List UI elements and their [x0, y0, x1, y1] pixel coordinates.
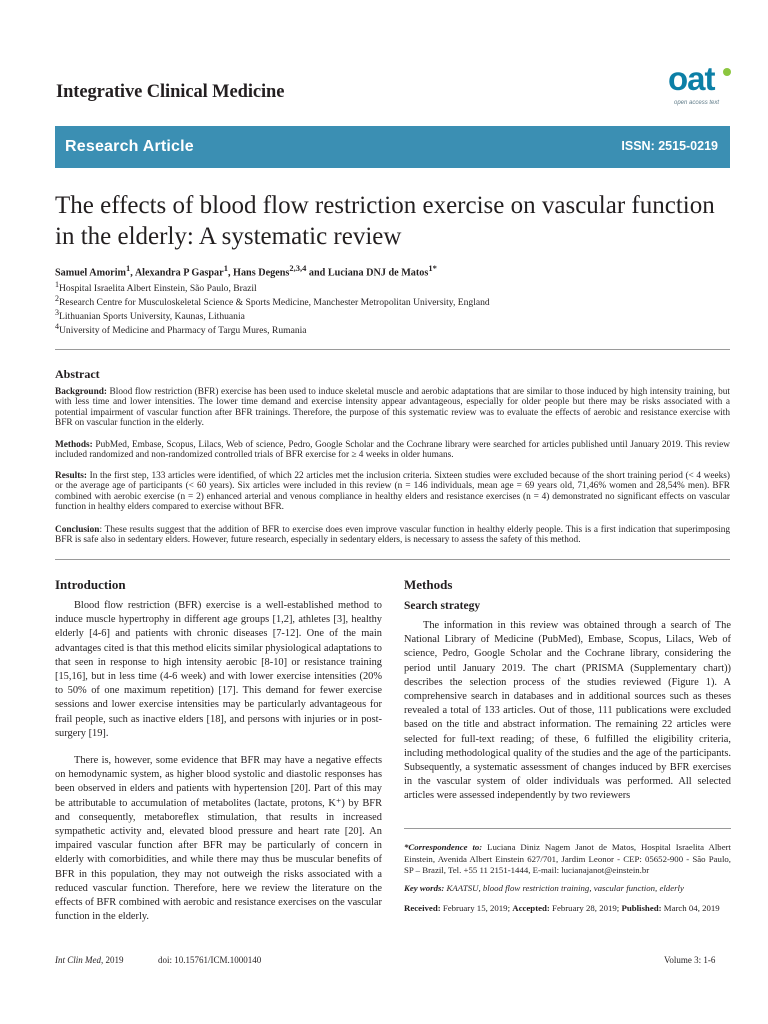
- affiliation-mark: 2: [55, 294, 59, 303]
- author-list: [55, 263, 735, 278]
- author-affiliation-mark: 1: [223, 263, 228, 273]
- affiliation-text: Lithuanian Sports University, Kaunas, Lithuania: [59, 311, 245, 323]
- footer-doi[interactable]: doi: 10.15761/ICM.1000140: [158, 955, 262, 965]
- keywords-note: [404, 883, 731, 895]
- keywords-text: KAATSU, blood flow restriction training, vascular function, elderly: [444, 883, 684, 893]
- accepted-label: Accepted:: [512, 903, 550, 913]
- divider: [55, 349, 730, 350]
- abstract-label: Background:: [55, 387, 108, 397]
- affiliation-mark: 3: [55, 308, 59, 317]
- keywords-label: Key words:: [404, 883, 445, 893]
- article-title: The effects of blood flow restriction exercise on vascular function in the elderly: A systematic review: [55, 192, 715, 250]
- author-separator: ,: [130, 267, 135, 279]
- abstract-text: PubMed, Embase, Scopus, Lilacs, Web of science, Pedro, Google Scholar and the Cochrane library were searched for articles published until January 2019. This review included randomized and non-randomized controlled trials of BFR exercise for ≥ 4 weeks in older humans.: [55, 440, 730, 461]
- paragraph: Blood flow restriction (BFR) exercise is a well-established method to induce muscle hypertrophy in different age groups [1,2], athletes [3], healthy elderly [4-6] and patients with chronic diseases [7-12]. One of the main advantages cited is that this method elicits similar physiological adaptations to that seen in response to high intensity aerobic [8-10] or resistance training [15,16], but in less time (4-6 week) and with lower exercise intensities (20% to 50% of one maximum repetition) [17]. This demand for fewer exercise sessions and lower exercise intensities may be particularly advantageous for frail people, such as inactive elders [18], and persons with injuries or in post-surgery [19].: [55, 600, 382, 739]
- affiliation-mark: 1: [55, 280, 59, 289]
- author-name: Hans Degens: [233, 267, 290, 279]
- author-separator: and: [306, 267, 328, 279]
- author-name: Luciana DNJ de Matos: [327, 267, 429, 279]
- abstract-conclusion: [55, 525, 730, 546]
- affiliation: [55, 308, 245, 322]
- methods-column: [404, 619, 731, 804]
- article-type: Research Article: [65, 138, 194, 155]
- correspondence-label: *Correspondence to:: [404, 842, 483, 852]
- author-affiliation-mark: 1: [126, 263, 131, 273]
- affiliation-mark: 4: [55, 322, 59, 331]
- abstract-label: Conclusion: [55, 525, 100, 535]
- abstract-text: : These results suggest that the addition of BFR to exercise does even improve vascular function in healthy elderly people. This is a first indication that superimposing BFR is safe also in sedentary elders. However, future research, especially in sedentary elders, is necessary to assess the safety of this method.: [55, 525, 730, 546]
- abstract-label: Results:: [55, 471, 88, 481]
- publisher-logo-name: oat: [668, 60, 715, 97]
- paragraph: There is, however, some evidence that BFR may have a negative effects on hemodynamic system, as higher blood systolic and diastolic responses has been observed in elders and patients with hypertension [20]. Part of this may be attributable to accumulation of metabolites (lactate, protons, K⁺) by BFR and consequently, metaboreflex stimulation, that results in increased sympathetic activity and, elevated blood pressure and heart rate [20]. An impaired vascular function after BFR may be particularly of concern in elderly with comorbidities, and while there may thus be muscular benefits of BFR in this population, they may not outweigh the risks associated with a reduced vascular function. Therefore, here we review the literature on the effects of BFR combined with aerobic and resistance exercises on the vascular function in the elderly.: [55, 755, 382, 923]
- author-affiliation-mark: 2,3,4: [289, 263, 307, 273]
- accepted-date: February 28, 2019;: [549, 903, 622, 913]
- footer-year: , 2019: [101, 955, 124, 965]
- abstract-text: Blood flow restriction (BFR) exercise has been used to induce skeletal muscle and aerobic adaptations that are similar to those induced by high intensity training, but with less time and lower intensities. The lower time demand and exercise intensity appear advantageous, especially for older people but there may be risks associated with a potential impairment of vascular function after BFR trainings. Therefore, the purpose of this systematic review was to evaluate the effects of aerobic and resistance exercise with BFR on vascular function in the elderly.: [55, 387, 730, 429]
- received-date: February 15, 2019;: [440, 903, 513, 913]
- issn: ISSN: 2515-0219: [621, 139, 718, 153]
- abstract-methods: [55, 440, 730, 461]
- footnote-divider: [404, 828, 731, 829]
- publisher-logo-tagline: open access text: [674, 100, 720, 106]
- published-date: March 04, 2019: [661, 903, 720, 913]
- journal-name: Integrative Clinical Medicine: [56, 82, 285, 102]
- section-heading-introduction: Introduction: [55, 577, 126, 592]
- section-heading-methods: Methods: [404, 577, 453, 592]
- author-affiliation-mark: 1*: [428, 263, 437, 273]
- affiliation: [55, 294, 490, 308]
- publication-dates: [404, 903, 731, 915]
- article-type-bar: [55, 126, 730, 168]
- introduction-column: [55, 599, 382, 924]
- subsection-heading-search-strategy: Search strategy: [404, 600, 481, 612]
- abstract-text: In the first step, 133 articles were identified, of which 22 articles met the inclusion criteria. Sixteen studies were excluded because of the short training period (< 4 weeks) or the average age of participants (< 60 years). Six articles were included in this review (n = 146 individuals, mean age = 69 years old, 71,46% women and 28,54% men). BFR combined with aerobic exercise (n = 2) enhanced arterial and venous compliance in healthy elders and resistance exercises (n = 4) demonstrated no significant effects on vascular function in healthy elders compared to exercise without BFR.: [55, 471, 730, 513]
- abstract-results: [55, 471, 730, 513]
- author-name: Alexandra P Gaspar: [134, 267, 224, 279]
- author-separator: ,: [227, 267, 234, 279]
- affiliation: [55, 280, 257, 294]
- footer-citation: [55, 955, 124, 965]
- affiliation: [55, 322, 307, 336]
- correspondence-note: [404, 842, 731, 877]
- footer-volume: Volume 3: 1-6: [664, 955, 716, 965]
- publisher-logo[interactable]: [668, 60, 736, 110]
- published-label: Published:: [621, 903, 662, 913]
- abstract-background: [55, 387, 730, 429]
- affiliation-text: Hospital Israelita Albert Einstein, São Paulo, Brazil: [59, 283, 257, 295]
- abstract-heading: Abstract: [55, 367, 100, 381]
- affiliation-text: University of Medicine and Pharmacy of Targu Mures, Rumania: [59, 325, 307, 337]
- received-label: Received:: [404, 903, 441, 913]
- divider: [55, 559, 730, 560]
- correspondence-text: Luciana Diniz Nagem Janot de Matos, Hospital Israelita Albert Einstein, Avenida Albert Einstein 627/701, Jardim Leonor - CEP: 05652-900 - São Paulo, SP – Brazil, Tel. +55 11 2151-1444, E-mail: lucianajanot@einstein.br: [404, 842, 731, 875]
- abstract-label: Methods:: [55, 440, 93, 450]
- affiliation-text: Research Centre for Musculoskeletal Science & Sports Medicine, Manchester Metropolitan University, England: [59, 297, 490, 309]
- logo-leaf-icon: [722, 67, 732, 77]
- footer-journal-abbrev: Int Clin Med: [55, 955, 101, 965]
- author-name: Samuel Amorim: [55, 267, 127, 279]
- paragraph: The information in this review was obtained through a search of The National Library of Medicine (PubMed), Embase, Scopus, Lilacs, Web of science, Pedro, Google Scholar and the Cochrane library, considering the period until January 2019. The chart (PRISMA (Supplementary chart)) describes the selection process of the studies reviewed (Figure 1). A comprehensive search in databases and in additional sources such as theses revealed a total of 133 articles. Out of those, 111 publications were excluded based on the title and abstract information. The remaining 22 articles were selected for full-text reading; of these, 6 fulfilled the eligibility criteria, including methodological quality of the studies and the age of the participants. Subsequently, a systematic assessment of changes induced by BFR exercises in the vascular system of older individuals was performed. All selected articles were assessed independently by two reviewers: [404, 620, 731, 802]
